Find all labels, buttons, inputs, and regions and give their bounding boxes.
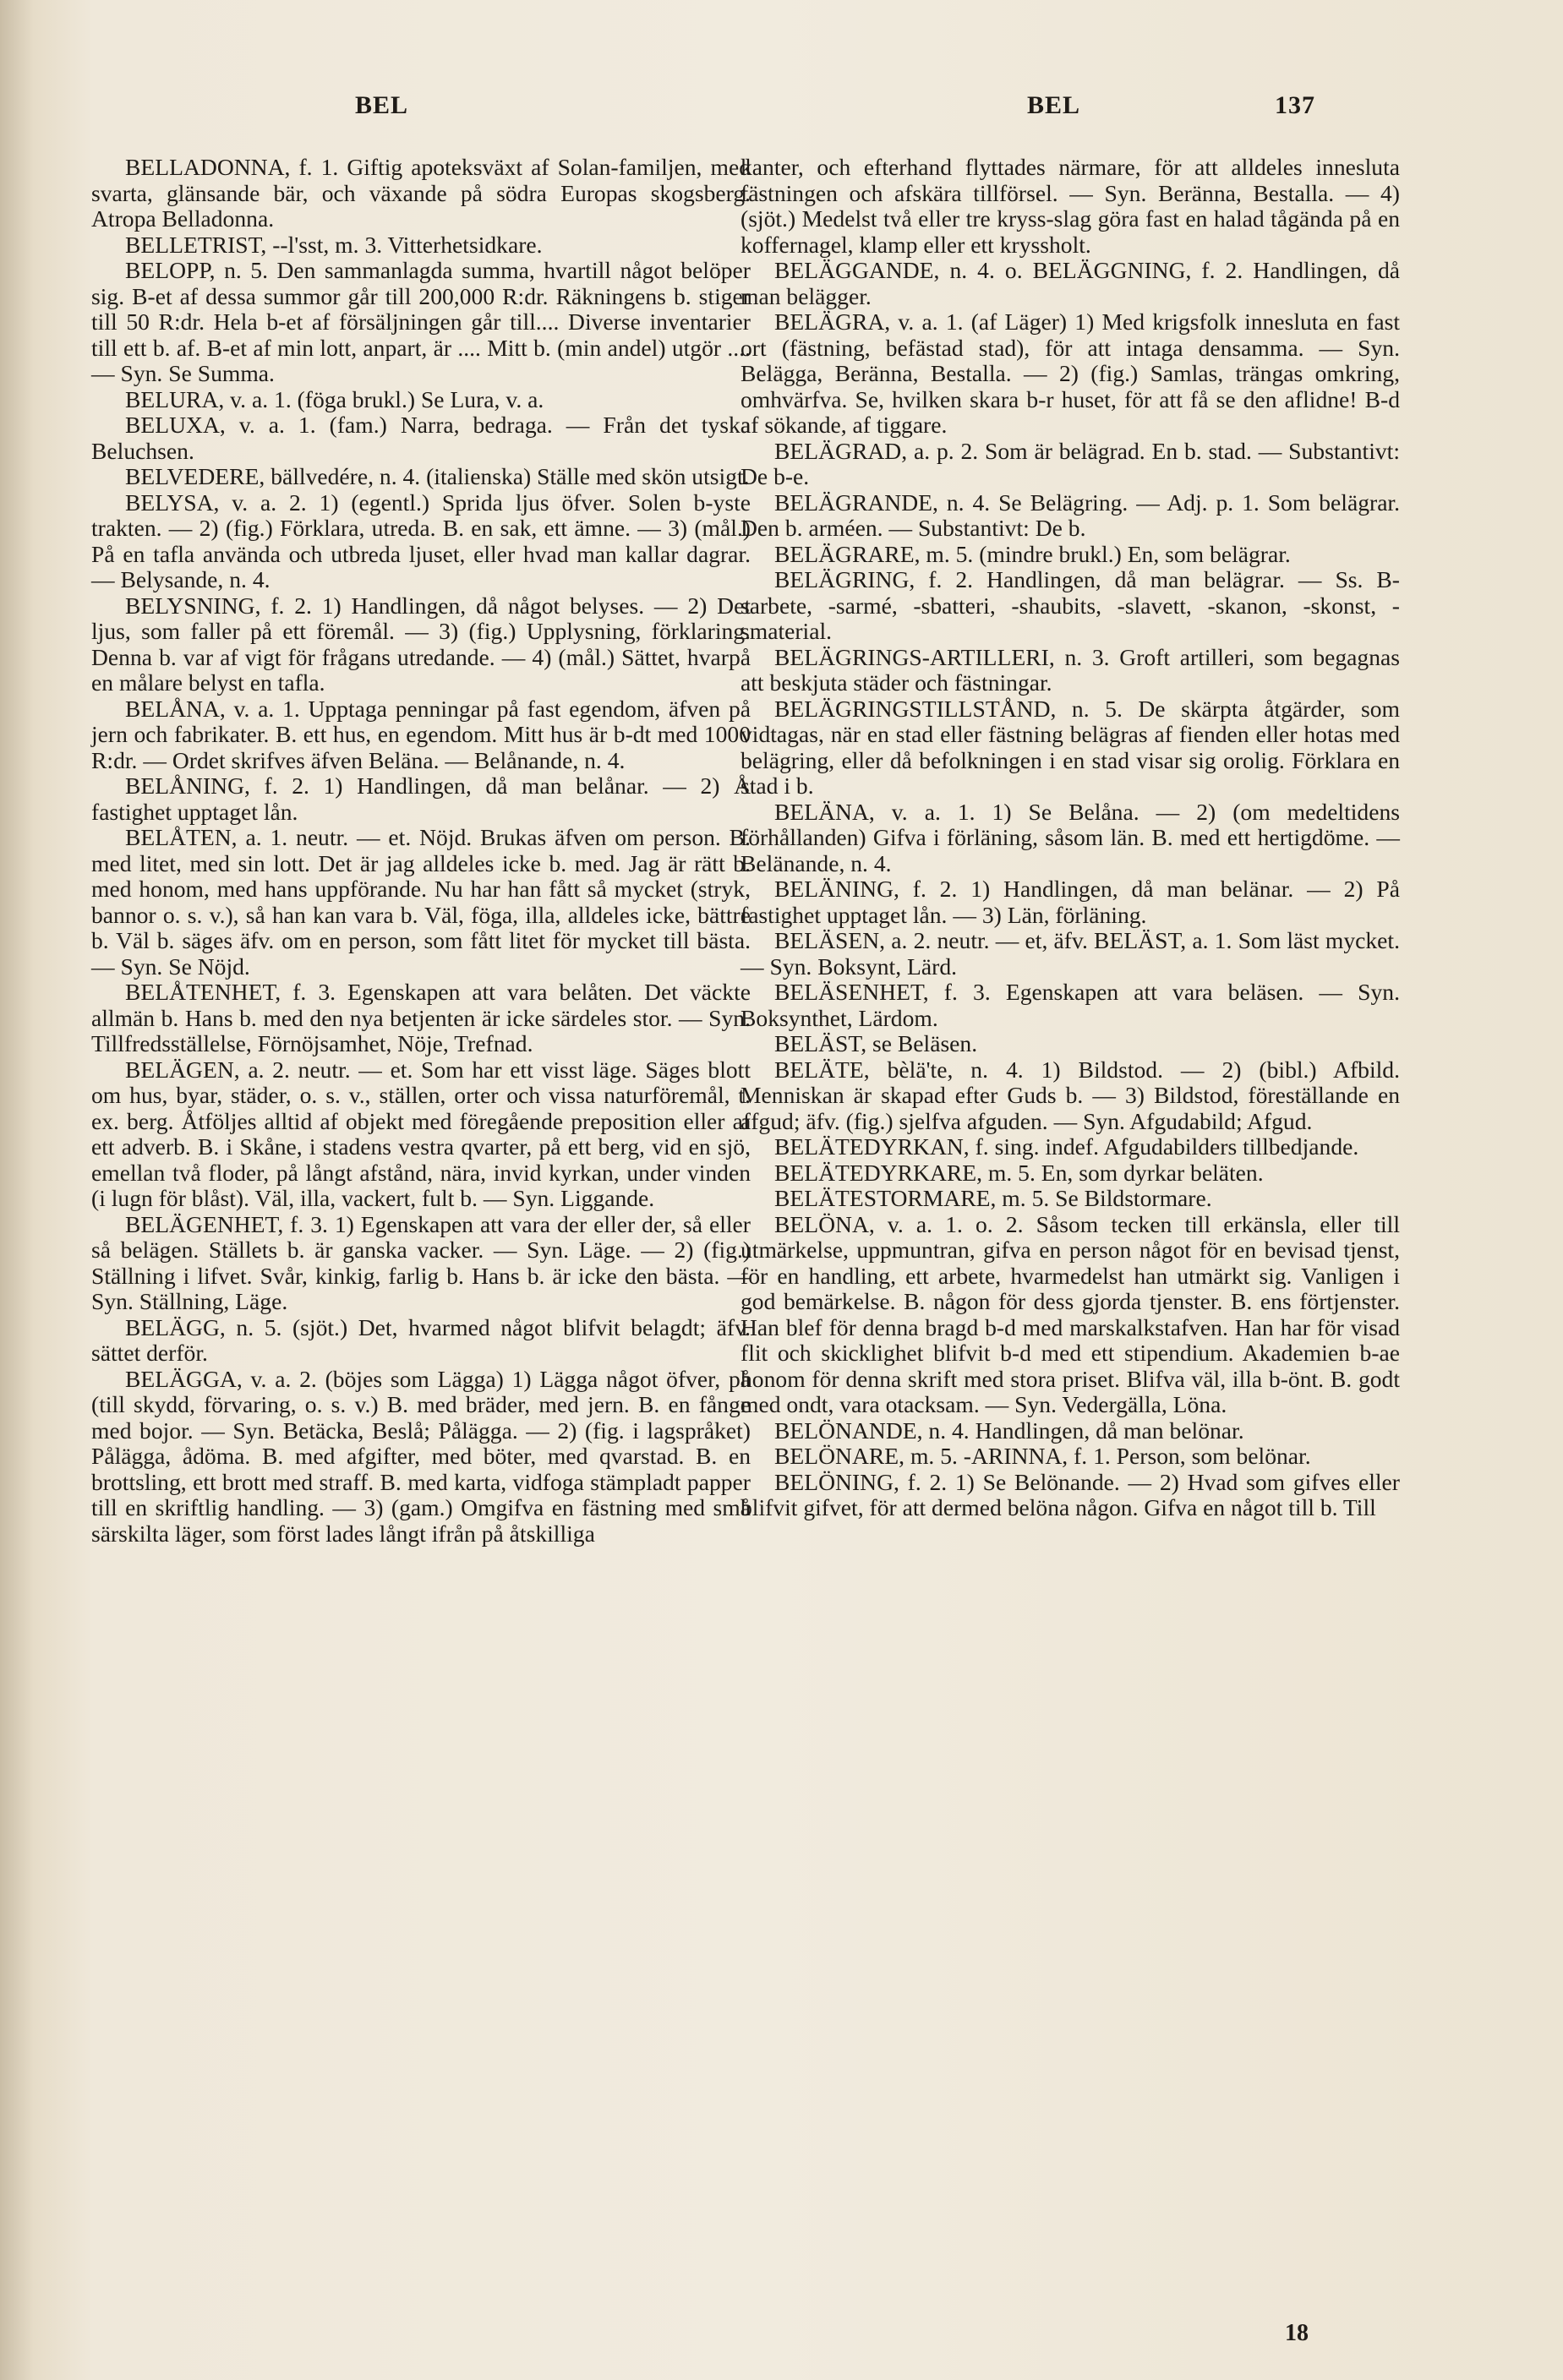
dictionary-entry: BELÄGRARE, m. 5. (mindre brukl.) En, som belägrar.: [774, 540, 1291, 567]
dictionary-entry: BELÄGRING, f. 2. Handlingen, då man belägrar. — Ss. B-sarbete, -sarmé, -sbatteri, -shaubits, -slavett, -skanon, -skonst, -smaterial.: [741, 566, 1400, 644]
running-head-right: BEL: [1027, 91, 1081, 119]
dictionary-entry: BELÄTEDYRKARE, m. 5. En, som dyrkar beläten.: [774, 1159, 1264, 1186]
dictionary-entry: BELÄTESTORMARE, m. 5. Se Bildstormare.: [774, 1185, 1212, 1211]
signature-mark: 18: [1285, 2320, 1309, 2346]
dictionary-entry: BELYSNING, f. 2. 1) Handlingen, då något belyses. — 2) Det ljus, som faller på ett föremål. — 3) (fig.) Upplysning, förklaring. Denna b. var af vigt för frågans utredande. — 4) (mål.) Sättet, hvarpå en målare belyst en tafla.: [91, 592, 751, 696]
dictionary-entry: BELÄGGA, v. a. 2. (böjes som Lägga) 1) Lägga något öfver, på (till skydd, förvaring, o. s. v.) B. med bräder, med jern. B. en fånge med bojor. — Syn. Betäcka, Beslå; Pålägga. — 2) (fig. i lagspråket) Pålägga, ådöma. B. med afgifter, med böter, med qvarstad. B. en brottsling, ett brott med straff. B. med karta, vidfoga stämpladt papper till en skriftlig handling. — 3) (gam.) Omgifva en fästning med små särskilta läger, som först lades långt ifrån på åtskilliga: [91, 1365, 751, 1547]
right-column: [741, 155, 1400, 1521]
dictionary-entry: BELVEDERE, bällvedére, n. 4. (italienska) Ställe med skön utsigt.: [125, 463, 750, 489]
dictionary-entry: BELÄGRINGSTILLSTÅND, n. 5. De skärpta åtgärder, som vidtagas, när en stad eller fästning belägras af fienden eller hotas med belägring, eller då befolkningen i en stad visar sig orolig. Förklara en stad i b.: [741, 695, 1400, 799]
dictionary-entry: BELÄSEN, a. 2. neutr. — et, äfv. BELÄST, a. 1. Som läst mycket. — Syn. Boksynt, Lärd.: [741, 927, 1400, 980]
dictionary-entry: BELÖNING, f. 2. 1) Se Belönande. — 2) Hvad som gifves eller blifvit gifvet, för att dermed belöna någon. Gifva en något till b. Till: [741, 1468, 1400, 1520]
dictionary-entry: BELÄGEN, a. 2. neutr. — et. Som har ett visst läge. Säges blott om hus, byar, städer, o. s. v., ställen, orter och vissa naturföremål, t. ex. berg. Åtföljes alltid af objekt med föregående preposition eller af ett adverb. B. i Skåne, i stadens vestra qvarter, på ett berg, vid en sjö, emellan två floder, på långt afstånd, nära, invid kyrkan, under vinden (i lugn för blåst). Väl, illa, vackert, fult b. — Syn. Liggande.: [91, 1056, 751, 1211]
dictionary-entry: BELYSA, v. a. 2. 1) (egentl.) Sprida ljus öfver. Solen b-yste trakten. — 2) (fig.) Förklara, utreda. B. en sak, ett ämne. — 3) (mål.) På en tafla använda och utbreda ljuset, eller hvad man kallar dagrar. — Belysande, n. 4.: [91, 489, 751, 592]
dictionary-entry: BELÄNA, v. a. 1. 1) Se Belåna. — 2) (om medeltidens förhållanden) Gifva i förläning, såsom län. B. med ett hertigdöme. — Belänande, n. 4.: [741, 798, 1400, 876]
dictionary-entry: BELÄGRANDE, n. 4. Se Belägring. — Adj. p. 1. Som belägrar. Den b. arméen. — Substantivt: De b.: [741, 489, 1400, 541]
page-number: 137: [1275, 91, 1315, 119]
dictionary-entry: BELÄST, se Beläsen.: [774, 1030, 978, 1056]
dictionary-entry: BELÄGRA, v. a. 1. (af Läger) 1) Med krigsfolk inneslutа en fast ort (fästning, befästad stad), för att intaga densamma. — Syn. Belägga, Beränna, Bestalla. — 2) (fig.) Samlas, trängas omkring, omhvärfva. Se, hvilken skara b-r huset, för att få se den aflidne! B-d af sökande, af tiggare.: [741, 308, 1400, 438]
dictionary-entry: BELÄGRINGS-ARTILLERI, n. 3. Groft artilleri, som begagnas att beskjuta städer och fästningar.: [741, 643, 1400, 696]
dictionary-entry: BELOPP, n. 5. Den sammanlagda summa, hvartill något belöper sig. B-et af dessa summor går till 200,000 R:dr. Räkningens b. stiger till 50 R:dr. Hela b-et af försäljningen går till.... Diverse inventarier till ett b. af. B-et af min lott, anpart, är .... Mitt b. (min andel) utgör .... — Syn. Se Summa.: [91, 257, 751, 386]
dictionary-entry: kanter, och efterhand flyttades närmare, för att alldeles innesluta fästningen och afskära tillförsel. — Syn. Beränna, Bestalla. — 4) (sjöt.) Medelst två eller tre kryss-slag göra fast en halad tågända på en koffernagel, klamp eller ett kryssholt.: [741, 154, 1400, 258]
dictionary-entry: BELÄGENHET, f. 3. 1) Egenskapen att vara der eller der, så eller så belägen. Ställets b. är ganska vacker. — Syn. Läge. — 2) (fig.) Ställning i lifvet. Svår, kinkig, farlig b. Hans b. är icke den bästa. — Syn. Ställning, Läge.: [91, 1210, 751, 1314]
dictionary-entry: BELÅTEN, a. 1. neutr. — et. Nöjd. Brukas äfven om person. B. med litet, med sin lott. Det är jag alldeles icke b. med. Jag är rätt b. med honom, med hans uppförande. Nu har han fått så mycket (stryk, bannor o. s. v.), så han kan vara b. Väl, föga, illa, alldeles icke, bättre b. Väl b. säges äfv. om en person, som fått litet för mycket till bästa. — Syn. Se Nöjd.: [91, 824, 751, 980]
dictionary-entry: BELÄSENHET, f. 3. Egenskapen att vara beläsen. — Syn. Boksynthet, Lärdom.: [741, 979, 1400, 1031]
dictionary-entry: BELÖNA, v. a. 1. o. 2. Såsom tecken till erkänsla, eller till utmärkelse, uppmuntran, gifva en person något för en bevisad tjenst, för en handling, ett arbete, hvarmedelst han utmärkt sig. Vanligen i god bemärkelse. B. någon för dess gjorda tjenster. B. ens förtjenster. Han blef för denna bragd b-d med marskalkstafven. Han har för visad flit och skicklighet blifvit b-d med ett stipendium. Akademien b-ae honom för denna skrift med stora priset. Blifva väl, illa b-önt. B. godt med ondt, vara otacksam. — Syn. Vedergälla, Löna.: [741, 1210, 1400, 1417]
dictionary-entry: BELÄNING, f. 2. 1) Handlingen, då man belänar. — 2) På fastighet upptaget lån. — 3) Län, förläning.: [741, 876, 1400, 928]
running-head-left: BEL: [355, 91, 409, 119]
dictionary-entry: BELÖNARE, m. 5. -ARINNA, f. 1. Person, som belönar.: [774, 1443, 1311, 1469]
dictionary-entry: BELUXA, v. a. 1. (fam.) Narra, bedraga. — Från det tyska Beluchsen.: [91, 412, 751, 464]
dictionary-entry: BELÖNANDE, n. 4. Handlingen, då man belönar.: [774, 1417, 1244, 1444]
dictionary-entry: BELLADONNA, f. 1. Giftig apoteksväxt af Solan-familjen, med svarta, glänsande bär, och växande på södra Europas skogsberg. Atropa Belladonna.: [91, 154, 751, 232]
dictionary-entry: BELÄGGANDE, n. 4. o. BELÄGGNING, f. 2. Handlingen, då man belägger.: [741, 257, 1400, 309]
dictionary-entry: BELÄGG, n. 5. (sjöt.) Det, hvarmed något blifvit belagdt; äfv. sättet derför.: [91, 1313, 751, 1366]
dictionary-entry: BELÅTENHET, f. 3. Egenskapen att vara belåten. Det väckte allmän b. Hans b. med den nya betjenten är icke särdeles stor. — Syn. Tillfredsställelse, Förnöjsamhet, Nöje, Trefnad.: [91, 979, 751, 1056]
dictionary-entry: BELÄTEDYRKAN, f. sing. indef. Afgudabilders tillbedjande.: [774, 1133, 1359, 1160]
dictionary-entry: BELÅNING, f. 2. 1) Handlingen, då man belånar. — 2) Å fastighet upptaget lån.: [91, 772, 751, 825]
dictionary-entry: BELÄGRAD, a. p. 2. Som är belägrad. En b. stad. — Substantivt: De b-e.: [741, 437, 1400, 489]
dictionary-entry: BELÅNA, v. a. 1. Upptaga penningar på fast egendom, äfven på jern och fabrikater. B. ett hus, en egendom. Mitt hus är b-dt med 1000 R:dr. — Ordet skrifves äfven Beläna. — Belånande, n. 4.: [91, 695, 751, 773]
dictionary-entry: BELURA, v. a. 1. (föga brukl.) Se Lura, v. a.: [125, 385, 544, 412]
left-column: [91, 155, 751, 1547]
dictionary-entry: BELÄTE, bèlä'te, n. 4. 1) Bildstod. — 2) (bibl.) Afbild. Menniskan är skapad efter Guds b. — 3) Bildstod, föreställande en afgud; äfv. (fig.) sjelfva afguden. — Syn. Afgudabild; Afgud.: [741, 1056, 1400, 1134]
dictionary-entry: BELLETRIST, --l'sst, m. 3. Vitterhetsidkare.: [125, 231, 543, 258]
